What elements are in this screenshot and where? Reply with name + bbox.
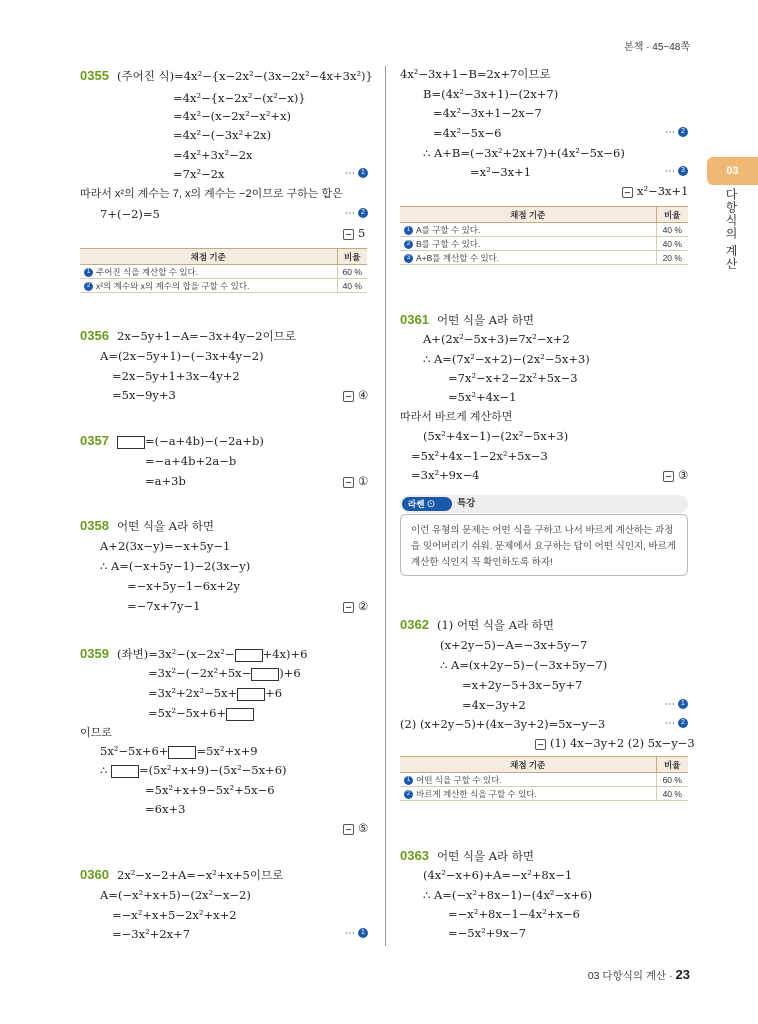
solution-line: =a+3b (145, 474, 186, 488)
problem-number-0363: 0363 (400, 848, 429, 863)
solution-text: 이므로 (80, 727, 112, 739)
problem-number-0355: 0355 (80, 68, 109, 83)
solution-line: =7x²−x+2−2x²+5x−3 (448, 371, 578, 385)
solution-line: =4x²−(−3x²+2x) (173, 128, 272, 142)
solution-line: 4x²−3x+1−B=2x+7이므로 (400, 67, 551, 81)
answer: ① (343, 473, 368, 489)
blank-box (251, 668, 279, 681)
answer: ③ (663, 467, 688, 483)
solution-line: A+2(3x−y)=−x+5y−1 (100, 539, 231, 553)
solution-line: ∴ =(5x²+x+9)−(5x²−5x+6) (100, 763, 287, 777)
solution-line: (x+2y−5)−A=−3x+5y−7 (440, 638, 588, 652)
solution-line: =x+2y−5+3x−5y+7 (462, 678, 583, 692)
solution-line: =2x−5y+1+3x−4y+2 (112, 369, 240, 383)
solution-line: =3x²−(−2x²+5x− )+6 (148, 666, 301, 680)
step-marker-1: ⋯ 1 (665, 697, 688, 713)
page-footer: 03 다항식의 계산 · 23 (587, 967, 690, 982)
blank-box (235, 649, 263, 662)
solution-line: (좌변)=3x²−(x−2x²− +4x)+6 (117, 647, 308, 661)
solution-line: =−a+4b+2a−b (145, 454, 237, 468)
solution-line: =5x²+4x−1 (448, 390, 517, 404)
solution-line: 어떤 식을 A라 하면 (437, 313, 535, 327)
solution-line: ∴ A=(7x²−x+2)−(2x²−5x+3) (423, 352, 590, 366)
solution-line: =−x+5y−1−6x+2y (127, 579, 241, 593)
step-marker-1: ⋯ 1 (345, 166, 368, 182)
solution-line: A=(−x²+x+5)−(2x²−x−2) (100, 888, 251, 902)
solution-line: 2x−5y+1−A=−3x+4y−2이므로 (117, 329, 296, 343)
solution-line: (4x²−x+6)+A=−x²+8x−1 (423, 868, 573, 882)
solution-line: =−5x²+9x−7 (448, 926, 527, 940)
column-divider (385, 66, 386, 946)
solution-line: =3x²+2x²−5x+ +6 (148, 686, 283, 700)
solution-line: ∴ A+B=(−3x²+2x+7)+(4x²−5x−6) (423, 146, 625, 160)
solution-line: 7+(−2)=5 (100, 207, 160, 221)
blank-box (237, 688, 265, 701)
solution-line: 5x²−5x+6+ =5x²+x+9 (100, 744, 258, 758)
problem-number-0362: 0362 (400, 617, 429, 632)
answer: ② (343, 598, 368, 614)
solution-line: =3x²+9x−4 (411, 468, 480, 482)
step-marker-2: ⋯ 2 (345, 206, 368, 222)
answer: (1) 4x−3y+2 (2) 5x−y−3 (535, 735, 695, 751)
tip-badge: 라쎈 ⊙ (402, 497, 452, 511)
blank-box (117, 436, 145, 449)
solution-line: (주어진 식)=4x²−{x−2x²−(3x−2x²−4x+3x²)} (117, 69, 373, 83)
solution-line: ∴ A=(x+2y−5)−(−3x+5y−7) (440, 658, 608, 672)
solution-line: =(−a+4b)−(−2a+b) (117, 433, 264, 449)
answer: 5 (343, 225, 365, 241)
blank-box (226, 708, 254, 721)
answer-icon (343, 477, 354, 488)
answer-icon (622, 187, 633, 198)
answer-icon (343, 824, 354, 835)
answer: x²−3x+1 (622, 183, 689, 199)
page-number: 23 (675, 967, 690, 982)
blank-box (111, 765, 139, 778)
solution-text: 따라서 바르게 계산하면 (400, 411, 513, 423)
answer-icon (343, 229, 354, 240)
step-marker-2: ⋯ 2 (665, 125, 688, 141)
grading-table: 채점 기준 비율 1 A를 구할 수 있다. 40 % 2 B를 구할 수 있다. 40 % 3 A+B를 계산할 수 있다. 20 % (400, 206, 688, 265)
problem-number-0357: 0357 (80, 433, 109, 448)
solution-line: =−7x+7y−1 (127, 599, 201, 613)
grading-table: 채점 기준 비율 1 어떤 식을 구할 수 있다. 60 % 2 바르게 계산한 식을 구할 수 있다. 40 % (400, 756, 688, 801)
solution-line: =4x²−3x+1−2x−7 (433, 106, 542, 120)
solution-line: =4x²+3x²−2x (173, 148, 253, 162)
step-marker-3: ⋯ 3 (665, 164, 688, 180)
solution-line: =7x²−2x (173, 167, 225, 181)
solution-line: ∴ A=(−x²+8x−1)−(4x²−x+6) (423, 888, 593, 902)
solution-line: (5x²+4x−1)−(2x²−5x+3) (423, 429, 569, 443)
solution-line: 어떤 식을 A라 하면 (117, 519, 215, 533)
tip-content: 이런 유형의 문제는 어떤 식을 구하고 나서 바르게 계산하는 과정을 잊어버리기 쉬워. 문제에서 요구하는 답이 어떤 식인지, 바르게 계산한 식인지 꼭 확인하도록 하자! (400, 514, 688, 576)
solution-line: =5x²+4x−1−2x²+5x−3 (411, 449, 548, 463)
step-marker-1: ⋯ 1 (345, 926, 368, 942)
solution-line: =x²−3x+1 (470, 165, 532, 179)
solution-line: B=(4x²−3x+1)−(2x+7) (423, 87, 559, 101)
solution-line: A+(2x²−5x+3)=7x²−x+2 (423, 332, 570, 346)
solution-line: =−3x²+2x+7 (112, 927, 191, 941)
solution-line: =−x²+x+5−2x²+x+2 (112, 908, 237, 922)
solution-line: (1) 어떤 식을 A라 하면 (437, 618, 554, 632)
problem-number-0360: 0360 (80, 867, 109, 882)
answer-icon (663, 471, 674, 482)
solution-text: 따라서 x²의 계수는 7, x의 계수는 −2이므로 구하는 합은 (80, 188, 343, 200)
solution-line: =4x−3y+2 (462, 698, 526, 712)
answer-icon (535, 739, 546, 750)
problem-number-0358: 0358 (80, 518, 109, 533)
solution-line: ∴ A=(−x+5y−1)−2(3x−y) (100, 559, 251, 573)
solution-line: =5x²−5x+6+ (148, 705, 254, 721)
answer: ⑤ (343, 820, 368, 836)
solution-line: A=(2x−5y+1)−(−3x+4y−2) (100, 349, 264, 363)
solution-line: =4x²−(x−2x²−x²+x) (173, 109, 292, 123)
solution-line: =5x−9y+3 (112, 388, 176, 402)
answer-icon (343, 602, 354, 613)
page-header-ref: 본책 · 45~48쪽 (624, 42, 690, 53)
tip-label: 특강 (457, 498, 476, 509)
chapter-title: 다항식의 계산 (724, 188, 738, 271)
solution-line: =6x+3 (145, 802, 186, 816)
problem-number-0359: 0359 (80, 646, 109, 661)
solution-line: =−x²+8x−1−4x²+x−6 (448, 907, 580, 921)
answer-icon (343, 391, 354, 402)
solution-line: (2) (x+2y−5)+(4x−3y+2)=5x−y−3 (400, 717, 606, 731)
problem-number-0356: 0356 (80, 328, 109, 343)
problem-number-0361: 0361 (400, 312, 429, 327)
grading-table: 채점 기준 비율 1 주어진 식을 계산할 수 있다. 60 % 2 x²의 계수와 x의 계수의 합을 구할 수 있다. 40 % (80, 248, 367, 293)
solution-line: 어떤 식을 A라 하면 (437, 849, 535, 863)
blank-box (168, 746, 196, 759)
step-marker-2: ⋯ 2 (665, 716, 688, 732)
chapter-tab: 03 (707, 157, 758, 185)
solution-line: =4x²−5x−6 (433, 126, 502, 140)
solution-line: 2x²−x−2+A=−x²+x+5이므로 (117, 868, 284, 882)
answer: ④ (343, 387, 368, 403)
solution-line: =4x²−{x−2x²−(x²−x)} (173, 91, 306, 105)
solution-line: =5x²+x+9−5x²+5x−6 (145, 783, 275, 797)
